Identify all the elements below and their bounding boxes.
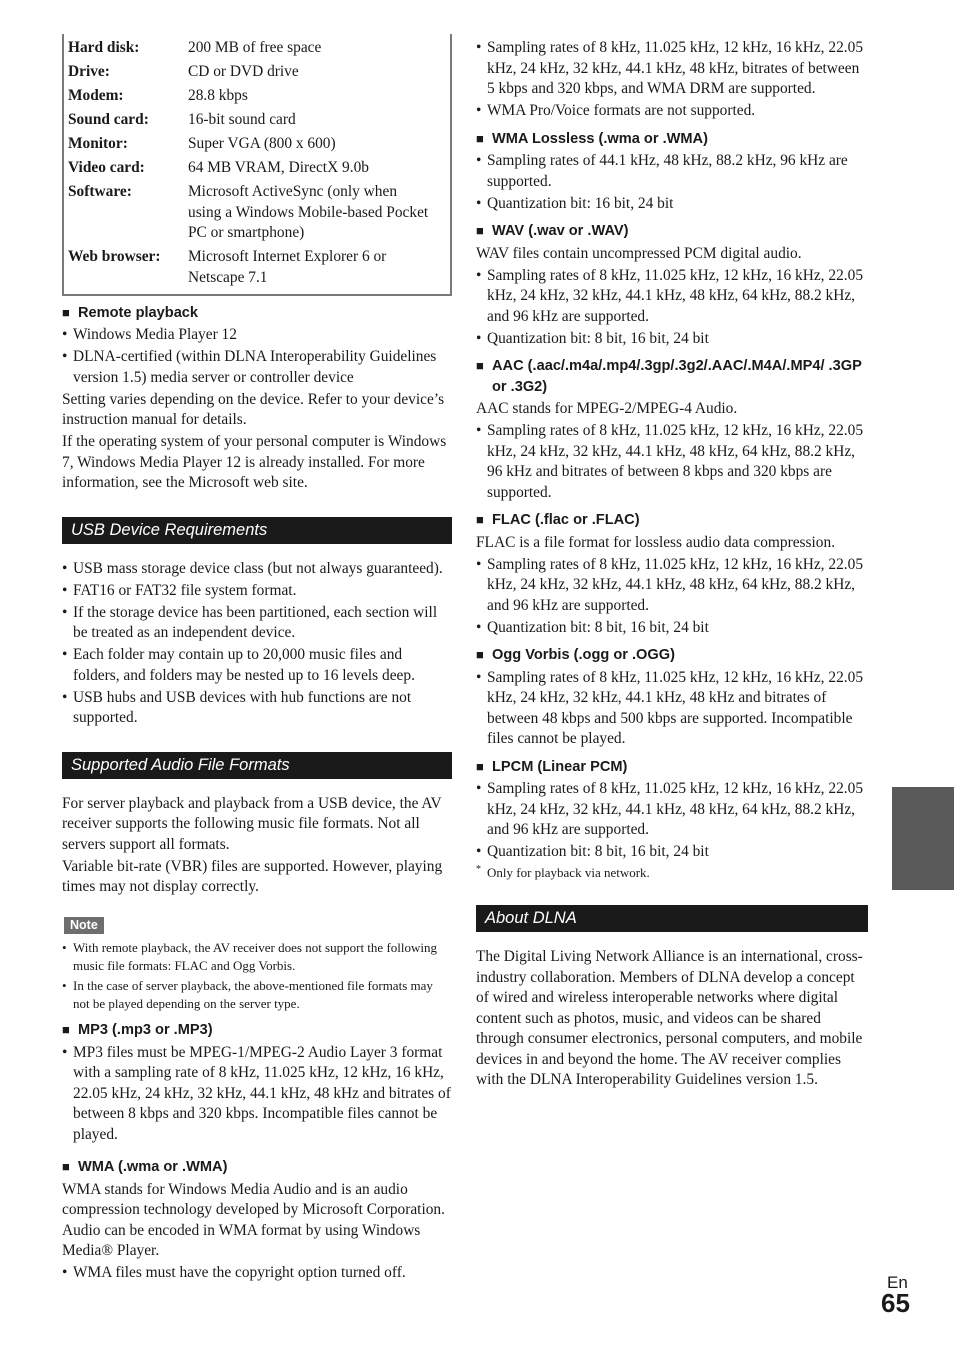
square-bullet-icon: ■	[476, 512, 484, 527]
section-tab-marker	[892, 787, 954, 890]
remote-playback-list	[62, 325, 452, 388]
note-badge: Note	[64, 917, 104, 934]
paragraph: Variable bit-rate (VBR) files are supported. However, playing times may not display correctly.	[62, 857, 443, 895]
list-item: • USB hubs and USB devices with hub functions are not supported.	[62, 688, 452, 729]
page-language: En	[887, 1273, 908, 1292]
list-item: • WMA files must have the copyright option turned off.	[62, 1263, 452, 1284]
list-item: • In the case of server playback, the above-mentioned file formats may not be played depending on the server type.	[62, 977, 452, 1013]
list-item: • Quantization bit: 8 bit, 16 bit, 24 bit	[476, 618, 868, 639]
list-item: • Sampling rates of 8 kHz, 11.025 kHz, 12 kHz, 16 kHz, 22.05 kHz, 24 kHz, 32 kHz, 44.1 kHz, 48 kHz and bitrates of between 48 kbps and 500 kbps are supported. Incompatible files cannot be played.	[476, 668, 868, 750]
square-bullet-icon: ■	[476, 130, 484, 146]
left-column	[62, 38, 452, 1285]
square-bullet-icon: ■	[62, 304, 70, 320]
list-item: • Sampling rates of 8 kHz, 11.025 kHz, 12 kHz, 16 kHz, 22.05 kHz, 24 kHz, 32 kHz, 44.1 kHz, 48 kHz, 64 kHz, 88.2 kHz, and 96 kHz are supported.	[476, 779, 868, 841]
footnote: * Only for playback via network.	[476, 864, 868, 882]
audio-formats-heading: Supported Audio File Formats	[62, 752, 452, 779]
paragraph: If the operating system of your personal computer is Windows 7, Windows Media Player 12 is already installed. For more information, see the Microsoft web site.	[62, 433, 447, 491]
list-item: • MP3 files must be MPEG-1/MPEG-2 Audio Layer 3 format with a sampling rate of 8 kHz, 11.025 kHz, 12 kHz, 16 kHz, 22.05 kHz, 24 kHz, 32 kHz, 44.1 kHz, 48 kHz and bitrates of between 8 kbps and 320 kbps. Incompatible files cannot be played.	[62, 1043, 452, 1146]
aac-list	[476, 421, 868, 503]
page-number: 65	[881, 1288, 910, 1318]
ogg-heading: ■ Ogg Vorbis (.ogg or .OGG)	[476, 645, 868, 666]
list-item: • Sampling rates of 8 kHz, 11.025 kHz, 12 kHz, 16 kHz, 22.05 kHz, 24 kHz, 32 kHz, 44.1 kHz, 48 kHz, 64 kHz, 88.2 kHz, and 96 kHz are supported.	[476, 266, 868, 328]
list-item: • WMA Pro/Voice formats are not supported.	[476, 101, 868, 122]
mp3-list	[62, 1043, 452, 1146]
wma-lossless-heading: ■ WMA Lossless (.wma or .WMA)	[476, 129, 868, 150]
usb-requirements-list	[62, 559, 452, 729]
spec-row: Hard disk: 200 MB of free space	[68, 39, 322, 56]
list-item: • Each folder may contain up to 20,000 music files and folders, and folders may be nested up to 16 levels deep.	[62, 645, 452, 686]
right-column	[476, 38, 868, 1092]
lpcm-heading: ■ LPCM (Linear PCM)	[476, 757, 868, 778]
wma-list-right	[476, 38, 868, 122]
flac-heading: ■ FLAC (.flac or .FLAC)	[476, 510, 868, 531]
aac-heading: ■ AAC (.aac/.m4a/.mp4/.3gp/.3g2/.AAC/.M4A/.MP4/ .3GP or .3G2)	[476, 356, 868, 397]
spec-row: Sound card: 16-bit sound card	[68, 111, 296, 128]
system-requirements-table	[62, 34, 452, 296]
square-bullet-icon: ■	[476, 223, 484, 238]
list-item: • Sampling rates of 8 kHz, 11.025 kHz, 12 kHz, 16 kHz, 22.05 kHz, 24 kHz, 32 kHz, 44.1 kHz, 48 kHz, 64 kHz, 88.2 kHz, 96 kHz and bitrates of between 8 kbps and 320 kbps are supported.	[476, 421, 868, 503]
paragraph: The Digital Living Network Alliance is an international, cross-industry collaboration. Members of DLNA develop a concept of wired and wireless interoperable networks where digital content such as photos, music, and videos can be shared through consumer electronics, personal computers, and mobile devices in and beyond the home. The AV receiver complies with the DLNA Interoperability Guidelines version 1.5.	[476, 948, 863, 1088]
square-bullet-icon: ■	[476, 647, 484, 662]
footnote-mark: *	[476, 864, 481, 875]
list-item: • Windows Media Player 12	[62, 325, 452, 346]
list-item: • Quantization bit: 8 bit, 16 bit, 24 bit	[476, 842, 868, 863]
list-item: • Sampling rates of 8 kHz, 11.025 kHz, 12 kHz, 16 kHz, 22.05 kHz, 24 kHz, 32 kHz, 44.1 kHz, 48 kHz, 64 kHz, 88.2 kHz, and 96 kHz are supported.	[476, 555, 868, 617]
square-bullet-icon: ■	[476, 358, 484, 373]
wav-heading: ■ WAV (.wav or .WAV)	[476, 221, 868, 242]
square-bullet-icon: ■	[476, 758, 484, 774]
paragraph: FLAC is a file format for lossless audio data compression.	[476, 533, 836, 551]
ogg-list	[476, 668, 868, 750]
flac-list	[476, 555, 868, 639]
spec-row: Drive: CD or DVD drive	[68, 63, 299, 80]
list-item: • Sampling rates of 44.1 kHz, 48 kHz, 88.2 kHz, 96 kHz are supported.	[476, 151, 868, 192]
list-item: • FAT16 or FAT32 file system format.	[62, 581, 452, 602]
spec-row: Monitor: Super VGA (800 x 600)	[68, 135, 336, 152]
square-bullet-icon: ■	[62, 1022, 70, 1037]
usb-requirements-heading: USB Device Requirements	[62, 517, 452, 544]
mp3-heading: ■ MP3 (.mp3 or .MP3)	[62, 1020, 452, 1041]
list-item: • USB mass storage device class (but not always guaranteed).	[62, 559, 452, 580]
remote-playback-heading: ■ Remote playback	[62, 303, 452, 324]
lpcm-list	[476, 779, 868, 863]
wma-list-left	[62, 1263, 452, 1284]
square-bullet-icon: ■	[62, 1159, 70, 1174]
list-item: • Quantization bit: 16 bit, 24 bit	[476, 194, 868, 215]
paragraph: WAV files contain uncompressed PCM digital audio.	[476, 244, 802, 262]
spec-row: Software: Microsoft ActiveSync (only when using a Windows Mobile-based Pocket PC or smartphone)	[68, 183, 429, 241]
wma-heading: ■ WMA (.wma or .WMA)	[62, 1157, 452, 1178]
spec-row: Modem: 28.8 kbps	[68, 87, 248, 104]
wma-lossless-list	[476, 151, 868, 214]
paragraph: Setting varies depending on the device. Refer to your device’s instruction manual for details.	[62, 390, 445, 428]
note-list	[62, 939, 452, 1013]
spec-row: Video card: 64 MB VRAM, DirectX 9.0b	[68, 159, 369, 176]
paragraph: WMA stands for Windows Media Audio and is an audio compression technology developed by Microsoft Corporation. Audio can be encoded in WMA format by using Windows Media® Player.	[62, 1180, 445, 1259]
list-item: • With remote playback, the AV receiver does not support the following music file formats: FLAC and Ogg Vorbis.	[62, 939, 452, 975]
paragraph: For server playback and playback from a USB device, the AV receiver supports the following music file formats. Not all servers support all formats.	[62, 794, 442, 853]
list-item: • Quantization bit: 8 bit, 16 bit, 24 bit	[476, 329, 868, 350]
spec-row: Web browser: Microsoft Internet Explorer 6 or Netscape 7.1	[68, 248, 387, 286]
list-item: • DLNA-certified (within DLNA Interoperability Guidelines version 1.5) media server or controller device	[62, 347, 452, 388]
wav-list	[476, 266, 868, 350]
list-item: • If the storage device has been partitioned, each section will be treated as an independent device.	[62, 603, 452, 644]
list-item: • Sampling rates of 8 kHz, 11.025 kHz, 12 kHz, 16 kHz, 22.05 kHz, 24 kHz, 32 kHz, 44.1 kHz, 48 kHz, bitrates of between 5 kbps and 320 kbps, and WMA DRM are supported.	[476, 38, 868, 100]
about-dlna-heading: About DLNA	[476, 905, 868, 932]
paragraph: AAC stands for MPEG-2/MPEG-4 Audio.	[476, 400, 738, 417]
